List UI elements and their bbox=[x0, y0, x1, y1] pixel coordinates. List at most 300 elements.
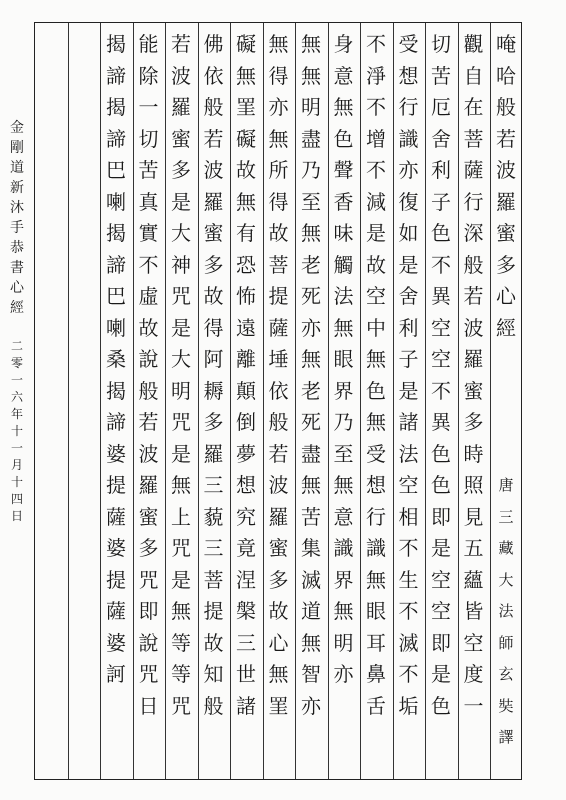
character: 等 bbox=[171, 630, 191, 655]
character: 切 bbox=[431, 32, 451, 56]
character: 三 bbox=[203, 473, 224, 497]
character: 般 bbox=[138, 378, 159, 403]
character: 提 bbox=[268, 284, 289, 308]
character: 揭 bbox=[106, 221, 126, 245]
character: 相 bbox=[398, 504, 419, 529]
translator-char: 奘 bbox=[498, 696, 514, 715]
character: 波 bbox=[496, 158, 516, 182]
character: 若 bbox=[268, 441, 289, 466]
character: 無 bbox=[333, 599, 354, 623]
character: 不 bbox=[138, 252, 159, 277]
character: 意 bbox=[333, 63, 354, 88]
character: 無 bbox=[301, 473, 321, 497]
translator-char: 大 bbox=[498, 570, 514, 589]
character: 時 bbox=[463, 441, 484, 466]
character: 多 bbox=[171, 158, 191, 182]
date-char: 一 bbox=[10, 373, 23, 387]
character: 提 bbox=[203, 599, 224, 623]
character: 婆 bbox=[106, 441, 126, 466]
character: 是 bbox=[171, 441, 191, 466]
character: 婆 bbox=[106, 536, 126, 560]
character: 蜜 bbox=[463, 378, 484, 403]
character: 諸 bbox=[398, 410, 419, 434]
character: 異 bbox=[431, 410, 451, 434]
character: 羅 bbox=[138, 473, 159, 497]
character: 無 bbox=[301, 630, 321, 655]
character: 般 bbox=[463, 252, 484, 277]
character: 得 bbox=[268, 189, 289, 214]
character: 集 bbox=[301, 536, 321, 560]
character: 味 bbox=[333, 221, 354, 245]
character: 故 bbox=[268, 221, 289, 245]
character: 能 bbox=[138, 32, 159, 56]
signature-char: 新 bbox=[10, 180, 24, 196]
character: 故 bbox=[138, 315, 159, 340]
character: 怖 bbox=[236, 284, 256, 308]
character: 無 bbox=[171, 599, 191, 623]
character: 子 bbox=[431, 189, 451, 214]
character: 垢 bbox=[398, 693, 419, 718]
character: 不 bbox=[366, 95, 386, 119]
signature-vertical bbox=[2, 118, 32, 525]
character: 若 bbox=[171, 32, 191, 56]
translator-char: 藏 bbox=[498, 539, 514, 557]
date-char: 月 bbox=[10, 458, 23, 472]
character: 空 bbox=[431, 315, 451, 340]
character: 聲 bbox=[333, 158, 354, 182]
character: 利 bbox=[398, 315, 419, 340]
character: 即 bbox=[431, 630, 451, 655]
character: 訶 bbox=[106, 662, 126, 686]
signature-char: 書 bbox=[10, 260, 24, 276]
character: 亦 bbox=[268, 95, 289, 119]
character: 行 bbox=[366, 504, 386, 529]
character: 倒 bbox=[236, 410, 256, 434]
character: 唵 bbox=[496, 32, 516, 56]
character: 虛 bbox=[138, 284, 159, 308]
character: 神 bbox=[171, 252, 191, 277]
character: 盡 bbox=[301, 441, 321, 466]
character: 如 bbox=[398, 221, 419, 245]
character: 苦 bbox=[431, 63, 451, 88]
character: 亦 bbox=[301, 693, 321, 718]
character: 除 bbox=[138, 63, 159, 88]
character: 故 bbox=[203, 630, 224, 655]
character: 波 bbox=[171, 63, 191, 88]
character: 大 bbox=[171, 347, 191, 371]
character: 苦 bbox=[138, 158, 159, 182]
character: 說 bbox=[138, 347, 159, 371]
character: 皆 bbox=[463, 599, 484, 623]
character: 切 bbox=[138, 126, 159, 151]
character: 法 bbox=[333, 284, 354, 308]
date-char: 六 bbox=[10, 390, 23, 404]
character: 槃 bbox=[236, 599, 256, 623]
character: 菩 bbox=[463, 126, 484, 151]
character: 識 bbox=[333, 536, 354, 560]
character: 空 bbox=[431, 347, 451, 371]
signature-char: 恭 bbox=[10, 240, 24, 256]
character: 咒 bbox=[171, 284, 191, 308]
character: 滅 bbox=[301, 567, 321, 592]
character: 界 bbox=[333, 567, 354, 592]
character: 舍 bbox=[398, 284, 419, 308]
character: 諦 bbox=[106, 126, 126, 151]
character: 罣 bbox=[268, 693, 289, 718]
character: 無 bbox=[301, 221, 321, 245]
character: 羅 bbox=[203, 189, 224, 214]
character: 得 bbox=[268, 63, 289, 88]
character: 深 bbox=[463, 221, 484, 245]
date-char: 零 bbox=[10, 356, 23, 370]
character: 礙 bbox=[236, 32, 256, 56]
character: 是 bbox=[171, 315, 191, 340]
character: 有 bbox=[236, 221, 256, 245]
character: 即 bbox=[431, 504, 451, 529]
signature-char: 沐 bbox=[10, 200, 24, 216]
character: 蜜 bbox=[496, 221, 516, 245]
character: 多 bbox=[496, 252, 516, 277]
character: 無 bbox=[333, 473, 354, 497]
character: 咒 bbox=[171, 693, 191, 718]
character: 利 bbox=[431, 158, 451, 182]
character: 羅 bbox=[496, 189, 516, 214]
signature-char: 道 bbox=[10, 160, 24, 176]
character: 死 bbox=[301, 410, 321, 434]
character: 空 bbox=[366, 284, 386, 308]
character: 耨 bbox=[203, 378, 224, 403]
character: 咒 bbox=[138, 662, 159, 686]
character: 是 bbox=[398, 378, 419, 403]
character: 離 bbox=[236, 347, 256, 371]
character: 蜜 bbox=[203, 221, 224, 245]
character: 喇 bbox=[106, 315, 126, 340]
character: 想 bbox=[398, 63, 419, 88]
character: 薩 bbox=[463, 158, 484, 182]
character: 受 bbox=[366, 441, 386, 466]
character: 中 bbox=[366, 315, 386, 340]
character: 說 bbox=[138, 630, 159, 655]
character: 揭 bbox=[106, 95, 126, 119]
character: 識 bbox=[398, 126, 419, 151]
character: 究 bbox=[236, 504, 256, 529]
character: 一 bbox=[463, 693, 484, 718]
character: 羅 bbox=[171, 95, 191, 119]
character: 無 bbox=[236, 63, 256, 88]
character: 故 bbox=[366, 252, 386, 277]
character: 故 bbox=[236, 158, 256, 182]
character: 淨 bbox=[366, 63, 386, 88]
signature-char: 金 bbox=[10, 120, 24, 136]
character: 羅 bbox=[463, 347, 484, 371]
character: 巴 bbox=[106, 284, 126, 308]
character: 子 bbox=[398, 347, 419, 371]
character: 顛 bbox=[236, 378, 256, 403]
character: 般 bbox=[268, 410, 289, 434]
character: 所 bbox=[268, 158, 289, 182]
character: 是 bbox=[366, 221, 386, 245]
character: 亦 bbox=[398, 158, 419, 182]
character: 色 bbox=[366, 378, 386, 403]
translator-char: 譯 bbox=[498, 728, 514, 746]
character: 波 bbox=[268, 473, 289, 497]
character: 無 bbox=[268, 32, 289, 56]
character: 故 bbox=[268, 599, 289, 623]
text-column bbox=[165, 22, 198, 780]
character: 婆 bbox=[106, 630, 126, 655]
text-column bbox=[100, 22, 133, 780]
character: 老 bbox=[301, 378, 321, 403]
character: 不 bbox=[366, 158, 386, 182]
character: 咒 bbox=[171, 536, 191, 560]
character: 智 bbox=[301, 662, 321, 686]
character: 罣 bbox=[236, 95, 256, 119]
character: 盡 bbox=[301, 126, 321, 151]
character: 無 bbox=[268, 662, 289, 686]
character: 知 bbox=[203, 662, 224, 686]
character: 無 bbox=[366, 347, 386, 371]
character: 舍 bbox=[431, 126, 451, 151]
translator-char: 唐 bbox=[498, 476, 514, 494]
character: 蘊 bbox=[463, 567, 484, 592]
character: 上 bbox=[171, 504, 191, 529]
character: 真 bbox=[138, 189, 159, 214]
date-char: 四 bbox=[10, 492, 23, 506]
character: 波 bbox=[138, 441, 159, 466]
grid-line bbox=[68, 23, 69, 779]
character: 多 bbox=[203, 410, 224, 434]
character: 無 bbox=[333, 315, 354, 340]
character: 復 bbox=[398, 189, 419, 214]
character: 見 bbox=[463, 504, 484, 529]
character: 恐 bbox=[236, 252, 256, 277]
text-column bbox=[197, 22, 230, 780]
character: 意 bbox=[333, 504, 354, 529]
character: 身 bbox=[333, 32, 354, 56]
character: 蜜 bbox=[171, 126, 191, 151]
character: 明 bbox=[333, 630, 354, 655]
character: 苦 bbox=[301, 504, 321, 529]
character: 多 bbox=[463, 410, 484, 434]
translator-char: 師 bbox=[498, 633, 514, 652]
character: 實 bbox=[138, 221, 159, 245]
character: 無 bbox=[366, 410, 386, 434]
character: 三 bbox=[203, 536, 224, 560]
character: 依 bbox=[268, 378, 289, 403]
signature-char: 心 bbox=[10, 280, 24, 296]
character: 諦 bbox=[106, 410, 126, 434]
character: 一 bbox=[138, 95, 159, 119]
character: 薩 bbox=[106, 504, 126, 529]
character: 舌 bbox=[366, 693, 386, 718]
character: 夢 bbox=[236, 441, 256, 466]
character: 識 bbox=[366, 536, 386, 560]
character: 心 bbox=[268, 630, 289, 655]
signature-char: 手 bbox=[10, 220, 24, 236]
character: 行 bbox=[463, 189, 484, 214]
character: 眼 bbox=[333, 347, 354, 371]
character: 若 bbox=[203, 126, 224, 151]
character: 色 bbox=[431, 473, 451, 497]
character: 色 bbox=[431, 221, 451, 245]
character: 咒 bbox=[138, 567, 159, 592]
character: 是 bbox=[171, 189, 191, 214]
character: 薩 bbox=[268, 315, 289, 340]
character: 巴 bbox=[106, 158, 126, 182]
character: 法 bbox=[398, 441, 419, 466]
character: 無 bbox=[366, 567, 386, 592]
text-column bbox=[295, 22, 328, 780]
character: 羅 bbox=[203, 441, 224, 466]
character: 空 bbox=[431, 599, 451, 623]
character: 提 bbox=[106, 473, 126, 497]
translator-char: 三 bbox=[498, 507, 514, 526]
text-column bbox=[327, 22, 360, 780]
date-char: 十 bbox=[10, 424, 23, 438]
date-char: 二 bbox=[10, 339, 23, 353]
character: 經 bbox=[496, 315, 516, 340]
character: 亦 bbox=[301, 315, 321, 340]
character: 無 bbox=[301, 32, 321, 56]
character: 不 bbox=[398, 599, 419, 623]
character: 般 bbox=[203, 95, 224, 119]
character: 道 bbox=[301, 599, 321, 623]
character: 界 bbox=[333, 378, 354, 403]
character: 即 bbox=[138, 599, 159, 623]
character: 死 bbox=[301, 284, 321, 308]
character: 藐 bbox=[203, 504, 224, 529]
character: 羅 bbox=[268, 504, 289, 529]
character: 埵 bbox=[268, 347, 289, 371]
date-char: 年 bbox=[10, 407, 23, 421]
character: 增 bbox=[366, 126, 386, 151]
character: 咒 bbox=[171, 410, 191, 434]
character: 日 bbox=[138, 693, 159, 718]
character: 心 bbox=[496, 284, 516, 308]
character: 香 bbox=[333, 189, 354, 214]
character: 度 bbox=[463, 662, 484, 686]
character: 至 bbox=[301, 189, 321, 214]
character: 多 bbox=[268, 567, 289, 592]
character: 諦 bbox=[106, 252, 126, 277]
character: 無 bbox=[171, 473, 191, 497]
character: 色 bbox=[431, 693, 451, 718]
character: 若 bbox=[463, 284, 484, 308]
character: 想 bbox=[236, 473, 256, 497]
spacer bbox=[2, 318, 32, 338]
character: 故 bbox=[203, 284, 224, 308]
character: 乃 bbox=[301, 158, 321, 182]
character: 無 bbox=[236, 189, 256, 214]
date-char: 一 bbox=[10, 441, 23, 455]
character: 是 bbox=[171, 567, 191, 592]
character: 不 bbox=[398, 662, 419, 686]
signature-char: 剛 bbox=[10, 140, 24, 156]
character: 是 bbox=[431, 536, 451, 560]
text-column bbox=[425, 22, 458, 780]
character: 揭 bbox=[106, 32, 126, 56]
character: 明 bbox=[301, 95, 321, 119]
character: 揭 bbox=[106, 378, 126, 403]
signature-colophon bbox=[2, 118, 32, 525]
character: 喇 bbox=[106, 189, 126, 214]
character: 佛 bbox=[203, 32, 224, 56]
character: 三 bbox=[236, 630, 256, 655]
character: 蜜 bbox=[268, 536, 289, 560]
character: 世 bbox=[236, 662, 256, 686]
character: 眼 bbox=[366, 599, 386, 623]
character: 亦 bbox=[333, 662, 354, 686]
character: 多 bbox=[203, 252, 224, 277]
character: 不 bbox=[366, 32, 386, 56]
date-char: 十 bbox=[10, 475, 23, 489]
character: 在 bbox=[463, 95, 484, 119]
character: 無 bbox=[301, 63, 321, 88]
character: 自 bbox=[463, 63, 484, 88]
translator-char: 法 bbox=[498, 602, 514, 620]
character: 阿 bbox=[203, 347, 224, 371]
text-column bbox=[230, 22, 263, 780]
character: 照 bbox=[463, 473, 484, 497]
character: 受 bbox=[398, 32, 419, 56]
character: 無 bbox=[301, 347, 321, 371]
character: 大 bbox=[171, 221, 191, 245]
character: 波 bbox=[463, 315, 484, 340]
character: 提 bbox=[106, 567, 126, 592]
character: 想 bbox=[366, 473, 386, 497]
character: 諸 bbox=[236, 693, 256, 718]
character: 不 bbox=[398, 536, 419, 560]
character: 空 bbox=[431, 567, 451, 592]
character: 空 bbox=[463, 630, 484, 655]
character: 等 bbox=[171, 662, 191, 686]
character: 依 bbox=[203, 63, 224, 88]
character: 菩 bbox=[268, 252, 289, 277]
text-column bbox=[457, 22, 490, 780]
character: 滅 bbox=[398, 630, 419, 655]
character: 是 bbox=[431, 662, 451, 686]
character: 波 bbox=[203, 158, 224, 182]
signature-char: 經 bbox=[10, 300, 24, 316]
date-char: 日 bbox=[10, 509, 23, 523]
character: 明 bbox=[171, 378, 191, 403]
character: 桑 bbox=[106, 347, 126, 371]
character: 老 bbox=[301, 252, 321, 277]
text-column bbox=[262, 22, 295, 780]
character: 蜜 bbox=[138, 504, 159, 529]
character: 薩 bbox=[106, 599, 126, 623]
character: 減 bbox=[366, 189, 386, 214]
character: 至 bbox=[333, 441, 354, 466]
character: 生 bbox=[398, 567, 419, 592]
character: 不 bbox=[431, 252, 451, 277]
character: 多 bbox=[138, 536, 159, 560]
character: 般 bbox=[496, 95, 516, 119]
character: 觀 bbox=[463, 32, 484, 56]
character: 竟 bbox=[236, 536, 256, 560]
character: 涅 bbox=[236, 567, 256, 592]
character: 觸 bbox=[333, 252, 354, 277]
character: 色 bbox=[431, 441, 451, 466]
character: 行 bbox=[398, 95, 419, 119]
character: 厄 bbox=[431, 95, 451, 119]
character: 礙 bbox=[236, 126, 256, 151]
character: 哈 bbox=[496, 63, 516, 88]
character: 若 bbox=[138, 410, 159, 434]
character: 是 bbox=[398, 252, 419, 277]
text-column bbox=[360, 22, 393, 780]
character: 不 bbox=[431, 378, 451, 403]
